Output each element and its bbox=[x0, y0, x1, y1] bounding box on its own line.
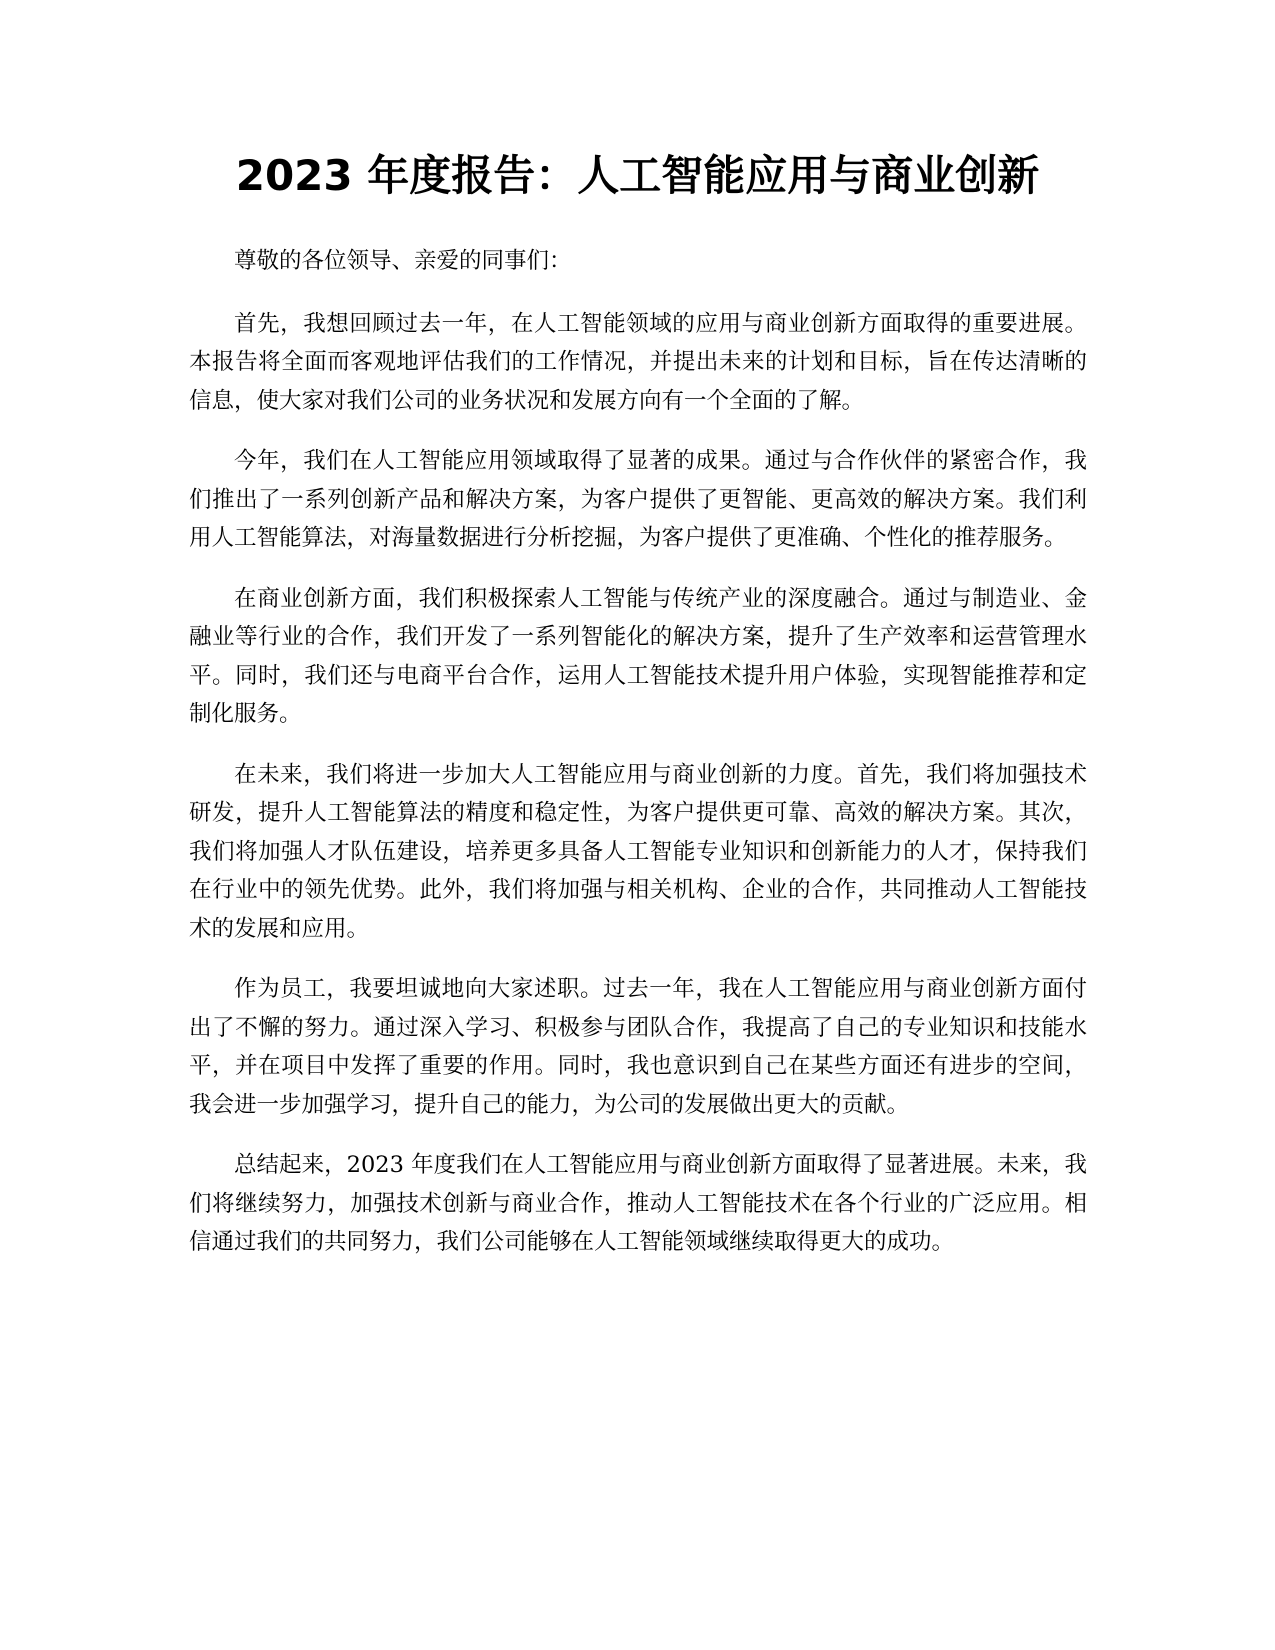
paragraph-summary: 总结起来，2023 年度我们在人工智能应用与商业创新方面取得了显著进展。未来，我们将继续努力，加强技术创新与商业合作，推动人工智能技术在各个行业的广泛应用。相信通过我们的共同努力，我们公司能够在人工智能领域继续取得更大的成功。 bbox=[189, 1152, 1087, 1255]
document-body bbox=[189, 242, 1087, 1284]
paragraph-future-plans: 在未来，我们将进一步加大人工智能应用与商业创新的力度。首先，我们将加强技术研发，提升人工智能算法的精度和稳定性，为客户提供更可靠、高效的解决方案。其次，我们将加强人才队伍建设，培养更多具备人工智能专业知识和创新能力的人才，保持我们在行业中的领先优势。此外，我们将加强与相关机构、企业的合作，共同推动人工智能技术的发展和应用。 bbox=[189, 761, 1087, 942]
paragraph-self-report: 作为员工，我要坦诚地向大家述职。过去一年，我在人工智能应用与商业创新方面付出了不懈的努力。通过深入学习、积极参与团队合作，我提高了自己的专业知识和技能水平，并在项目中发挥了重要的作用。同时，我也意识到自己在某些方面还有进步的空间，我会进一步加强学习，提升自己的能力，为公司的发展做出更大的贡献。 bbox=[189, 976, 1087, 1118]
paragraph-achievements: 今年，我们在人工智能应用领域取得了显著的成果。通过与合作伙伴的紧密合作，我们推出了一系列创新产品和解决方案，为客户提供了更智能、更高效的解决方案。我们利用人工智能算法，对海量数据进行分析挖掘，为客户提供了更准确、个性化的推荐服务。 bbox=[189, 448, 1087, 551]
document-title: 2023 年度报告：人工智能应用与商业创新 bbox=[235, 151, 1040, 200]
paragraph-intro: 首先，我想回顾过去一年，在人工智能领域的应用与商业创新方面取得的重要进展。本报告将全面而客观地评估我们的工作情况，并提出未来的计划和目标，旨在传达清晰的信息，使大家对我们公司的业务状况和发展方向有一个全面的了解。 bbox=[189, 310, 1087, 414]
salutation: 尊敬的各位领导、亲爱的同事们： bbox=[234, 248, 572, 274]
paragraph-business-innovation: 在商业创新方面，我们积极探索人工智能与传统产业的深度融合。通过与制造业、金融业等行业的合作，我们开发了一系列智能化的解决方案，提升了生产效率和运营管理水平。同时，我们还与电商平台合作，运用人工智能技术提升用户体验，实现智能推荐和定制化服务。 bbox=[189, 585, 1087, 727]
